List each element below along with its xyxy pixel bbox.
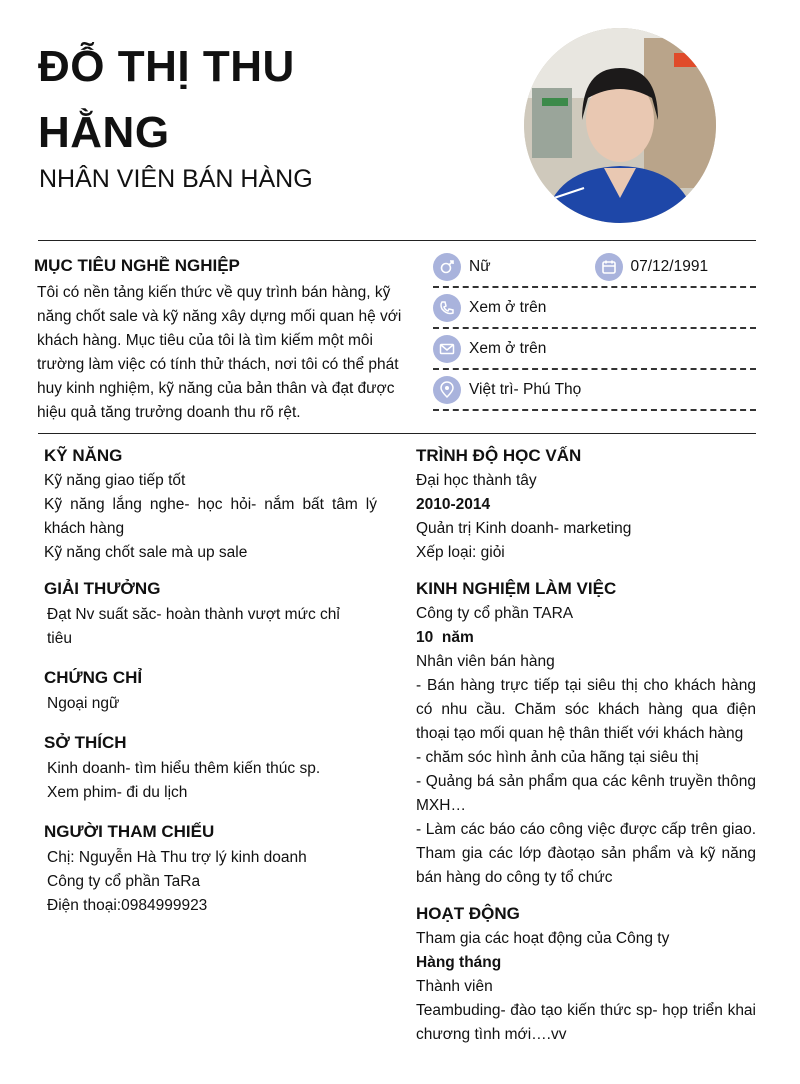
certificates-title: CHỨNG CHỈ (44, 668, 143, 687)
email-icon (433, 335, 461, 363)
experience-company: Công ty cổ phần TARA (416, 605, 574, 622)
certificates-section (44, 667, 364, 716)
divider-middle (38, 433, 756, 434)
activity-description: Teambuding- đào tạo kiến thức sp- họp triển khai chương tình mới….vv (416, 1002, 756, 1043)
gender-icon (433, 253, 461, 281)
phone-icon (433, 294, 461, 322)
education-period: 2010-2014 (416, 496, 491, 513)
hobbies-title: SỞ THÍCH (44, 733, 127, 752)
candidate-name (38, 34, 478, 166)
activity-org: Tham gia các hoạt động của Công ty (416, 930, 670, 947)
gender-field (433, 253, 595, 281)
name-line-1: ĐỖ THỊ THU (38, 42, 295, 91)
email-value[interactable]: Xem ở trên (469, 339, 547, 357)
location-pin-icon (433, 376, 461, 404)
calendar-icon (595, 253, 623, 281)
experience-duty: - Quảng bá sản phẩm qua các kênh truyền thông MXH… (416, 773, 756, 814)
skills-section (44, 445, 377, 565)
phone-value[interactable]: Xem ở trên (469, 298, 547, 316)
education-title: TRÌNH ĐỘ HỌC VẤN (416, 446, 582, 465)
hobby-item: Kinh doanh- tìm hiểu thêm kiến thúc sp. (47, 760, 321, 777)
education-grade: Xếp loại: giỏi (416, 544, 505, 561)
activities-title: HOẠT ĐỘNG (416, 904, 520, 923)
certificates-text: Ngoại ngữ (47, 695, 120, 712)
job-title: NHÂN VIÊN BÁN HÀNG (39, 165, 313, 193)
activity-frequency: Hàng tháng (416, 954, 502, 971)
education-school: Đại học thành tây (416, 472, 537, 489)
birthday-value: 07/12/1991 (630, 257, 709, 275)
awards-section (44, 578, 354, 651)
reference-item: Công ty cổ phần TaRa (47, 873, 201, 890)
hobby-item: Xem phim- đi du lịch (47, 784, 188, 801)
hobbies-section (44, 732, 374, 805)
education-major: Quản trị Kinh doanh- marketing (416, 520, 632, 537)
experience-duration: 10 năm (416, 629, 474, 646)
reference-item: Chị: Nguyễn Hà Thu trợ lý kinh doanh (47, 849, 307, 866)
skill-item: Kỹ năng giao tiếp tốt (44, 472, 186, 489)
address-value: Việt trì- Phú Thọ (469, 380, 582, 398)
references-title: NGƯỜI THAM CHIẾU (44, 822, 215, 841)
activities-section (416, 903, 756, 1047)
info-row-address (433, 370, 756, 411)
experience-duty: - chăm sóc hình ảnh của hãng tại siêu thị (416, 749, 699, 766)
activity-role: Thành viên (416, 978, 493, 995)
education-section (416, 445, 756, 565)
info-row-gender-birthday (433, 247, 756, 288)
avatar (524, 28, 716, 223)
objective-text: Tôi có nền tảng kiến thức về quy trình bán hàng, kỹ năng chốt sale và kỹ năng xây dựng mối quan hệ với khách hàng. Mục tiêu của tôi là tìm kiếm một môi trường làm việc có tính thử thách, nơi tôi có thể phát huy kinh nghiệm, kỹ năng của bản thân và đạt được hiệu quả tăng trưởng doanh thu rõ rệt. (37, 284, 402, 421)
experience-section (416, 578, 756, 890)
info-row-phone (433, 288, 756, 329)
skill-item: Kỹ năng chốt sale mà up sale (44, 544, 248, 561)
experience-position: Nhân viên bán hàng (416, 653, 555, 670)
gender-value: Nữ (469, 257, 491, 275)
experience-title: KINH NGHIỆM LÀM VIỆC (416, 579, 617, 598)
birthday-field (595, 253, 757, 281)
divider-top (38, 240, 756, 241)
awards-title: GIẢI THƯỞNG (44, 579, 161, 598)
objective-title: MỤC TIÊU NGHỀ NGHIỆP (34, 256, 240, 275)
name-line-2: HẰNG (38, 108, 170, 157)
skill-item: Kỹ năng lắng nghe- học hỏi- nắm bất tâm lý khách hàng (44, 496, 377, 537)
info-row-email (433, 329, 756, 370)
references-section (44, 821, 374, 918)
reference-item: Điện thoại:0984999923 (47, 897, 208, 914)
awards-text: Đạt Nv suất săc- hoàn thành vượt mức chỉ tiêu (47, 606, 340, 647)
experience-duty: - Làm các báo cáo công việc được cấp trên giao. Tham gia các lớp đàotạo sản phẩm và kỹ năng bán hàng do công ty tổ chức (416, 821, 756, 886)
experience-duty: - Bán hàng trực tiếp tại siêu thị cho khách hàng có nhu cầu. Chăm sóc khách hàng qua điện thoại tạo mối quan hệ thân thiết với khách hàng (416, 677, 756, 742)
skills-title: KỸ NĂNG (44, 446, 123, 465)
